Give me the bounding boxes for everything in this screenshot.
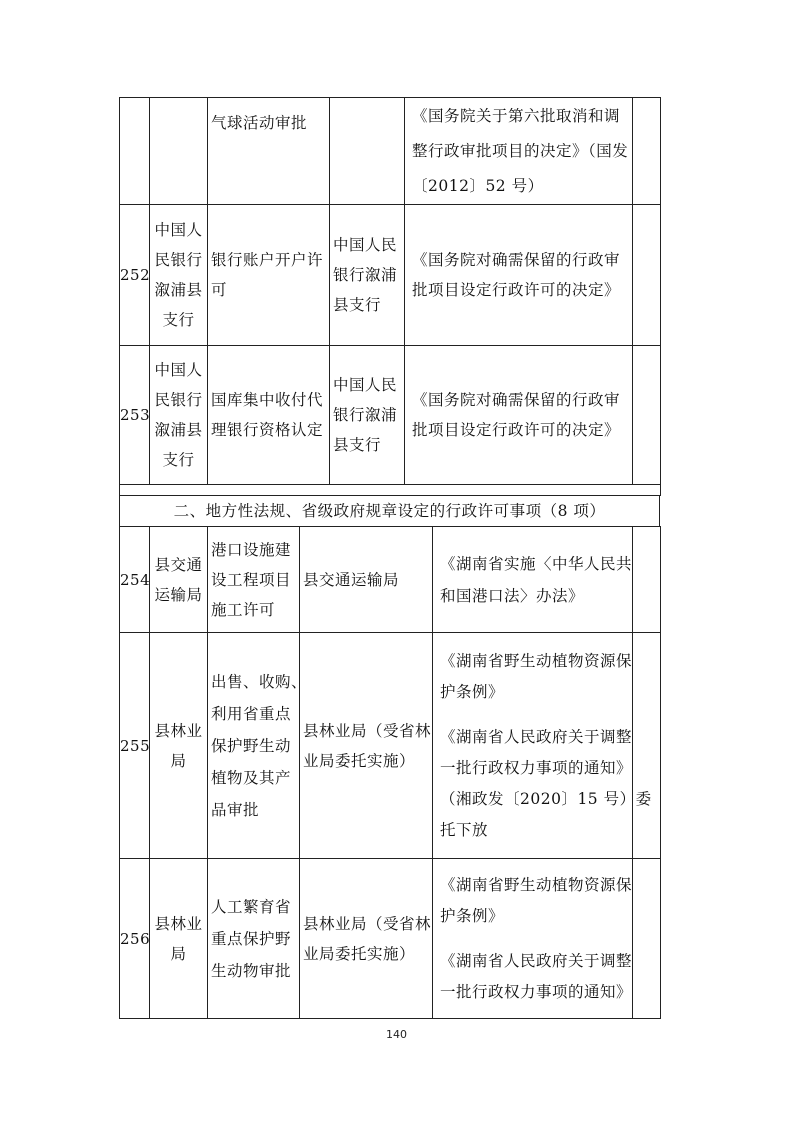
basis-cell: 《国务院对确需保留的行政审 批项目设定行政许可的决定》 — [405, 205, 633, 346]
section-heading: 二、地方性法规、省级政府规章设定的行政许可事项（8 项） — [120, 496, 660, 527]
table-row — [120, 633, 661, 859]
item-cell: 人工繁育省 重点保护野 生动物审批 — [208, 859, 300, 1019]
basis-cell: 《湖南省实施〈中华人民共 和国港口法〉办法》 — [433, 527, 633, 633]
implementer-cell: 中国人民 银行溆浦 县支行 — [330, 205, 405, 346]
item-cell: 出售、收购、 利用省重点 保护野生动 植物及其产 品审批 — [208, 633, 300, 859]
basis-cell: 《国务院对确需保留的行政审 批项目设定行政许可的决定》 — [405, 346, 633, 485]
row-number-cell: 256 — [120, 859, 150, 1019]
note-cell — [633, 527, 661, 633]
department-cell: 中国人 民银行 溆浦县 支行 — [150, 205, 208, 346]
item-cell: 银行账户开户许 可 — [208, 205, 330, 346]
note-cell — [633, 346, 661, 485]
department-cell: 县交通 运输局 — [150, 527, 208, 633]
table-row — [120, 859, 661, 1019]
permit-table-part-b — [119, 526, 661, 1019]
page-number: 140 — [386, 1028, 407, 1041]
table-row — [120, 205, 661, 346]
basis-cell: 《湖南省野生动植物资源保 护条例》 《湖南省人民政府关于调整 一批行政权力事项的通知》 — [433, 859, 633, 1019]
item-cell: 港口设施建 设工程项目 施工许可 — [208, 527, 300, 633]
note-cell — [633, 633, 661, 859]
row-number-cell: 254 — [120, 527, 150, 633]
department-cell: 中国人 民银行 溆浦县 支行 — [150, 346, 208, 485]
row-number-cell: 255 — [120, 633, 150, 859]
implementer-cell: 县交通运输局 — [300, 527, 433, 633]
section-heading-table — [119, 495, 660, 527]
row-number-cell: 253 — [120, 346, 150, 485]
note-cell — [633, 859, 661, 1019]
department-cell — [150, 98, 208, 205]
table-row — [120, 346, 661, 485]
spacer-cell — [120, 485, 661, 496]
row-number-cell — [120, 98, 150, 205]
implementer-cell — [330, 98, 405, 205]
implementer-cell: 县林业局（受省林 业局委托实施） — [300, 859, 433, 1019]
department-cell: 县林业 局 — [150, 633, 208, 859]
basis-cell: 《国务院关于第六批取消和调 整行政审批项目的决定》（国发 〔2012〕52 号） — [405, 98, 633, 205]
row-number-cell: 252 — [120, 205, 150, 346]
table-row — [120, 485, 661, 496]
table-row — [120, 527, 661, 633]
implementer-cell: 县林业局（受省林 业局委托实施） — [300, 633, 433, 859]
basis-cell: 《湖南省野生动植物资源保 护条例》 《湖南省人民政府关于调整 一批行政权力事项的通知》 （湘政发〔2020〕15 号）委 托下放 — [433, 633, 633, 859]
implementer-cell: 中国人民 银行溆浦 县支行 — [330, 346, 405, 485]
section-heading-row — [120, 496, 660, 527]
permit-table-part-a — [119, 97, 661, 496]
table-row — [120, 98, 661, 205]
item-cell: 气球活动审批 — [208, 98, 330, 205]
department-cell: 县林业 局 — [150, 859, 208, 1019]
note-cell — [633, 98, 661, 205]
note-cell — [633, 205, 661, 346]
item-cell: 国库集中收付代 理银行资格认定 — [208, 346, 330, 485]
